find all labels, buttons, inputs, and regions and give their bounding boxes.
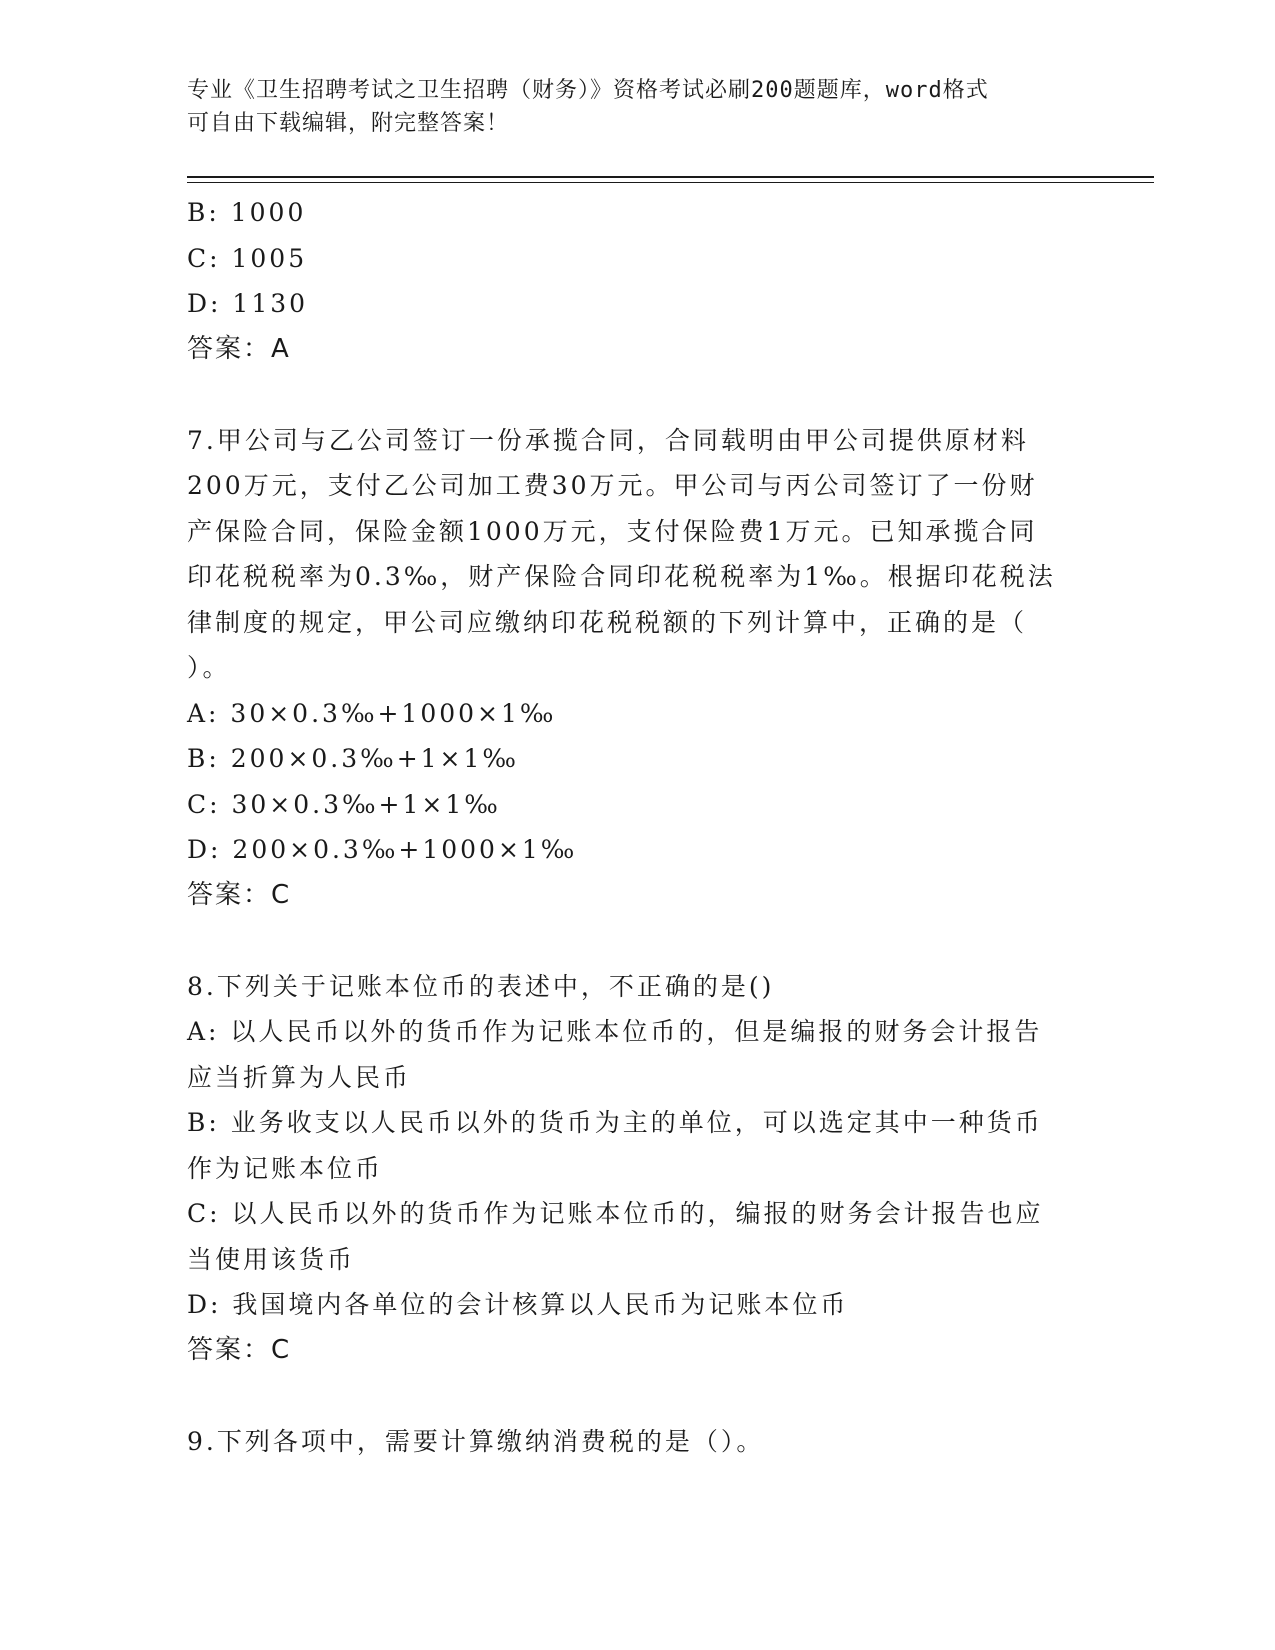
header-divider-thin [187,182,1154,183]
question-stem-line: 律制度的规定，甲公司应缴纳印花税税额的下列计算中，正确的是（ [187,607,1028,637]
question-stem-line: ）。 [187,653,231,682]
question-stem-line: 印花税税率为0.3‰，财产保险合同印花税税率为1‰。根据印花税法 [187,562,1056,591]
question-stem-line: 9.下列各项中，需要计算缴纳消费税的是（）。 [187,1426,765,1456]
spacer [187,918,1087,964]
question-6-tail [187,190,1087,372]
option-d: D: 1130 [187,289,309,318]
option-a-line: A: 以人民币以外的货币作为记账本位币的，但是编报的财务会计报告 [187,1017,1043,1046]
answer-label: 答案：C [187,879,292,910]
header-divider-thick [187,176,1154,178]
option-a-line: 应当折算为人民币 [187,1062,412,1092]
option-c-line: C: 以人民币以外的货币作为记账本位币的，编报的财务会计报告也应 [187,1199,1044,1228]
option-b: B: 200×0.3‰+1×1‰ [187,744,519,773]
header-title-line-2: 可自由下载编辑，附完整答案！ [187,111,510,136]
option-b-line: B: 业务收支以人民币以外的货币为主的单位，可以选定其中一种货币 [187,1108,1043,1137]
question-7 [187,418,1087,919]
answer-label: 答案：C [187,1334,292,1365]
spacer [187,372,1087,418]
question-8 [187,964,1087,1374]
option-c-line: 当使用该货币 [187,1244,356,1274]
question-9 [187,1419,1087,1465]
answer-label: 答案：A [187,333,291,364]
option-a: A: 30×0.3‰+1000×1‰ [187,698,557,728]
question-stem-line: 200万元，支付乙公司加工费30万元。甲公司与丙公司签订了一份财 [187,471,1038,500]
question-stem-line: 7.甲公司与乙公司签订一份承揽合同，合同载明由甲公司提供原材料 [187,425,1029,455]
option-b-line: 作为记账本位币 [187,1153,384,1183]
question-stem-line: 产保险合同，保险金额1000万元，支付保险费1万元。已知承揽合同 [187,516,1038,546]
option-b: B: 1000 [187,198,307,227]
option-c: C: 1005 [187,243,308,273]
option-d: D: 200×0.3‰+1000×1‰ [187,835,578,864]
document-body [187,190,1087,1464]
question-stem-line: 8.下列关于记账本位币的表述中，不正确的是() [187,971,775,1001]
option-d-line: D: 我国境内各单位的会计核算以人民币为记账本位币 [187,1290,849,1319]
option-c: C: 30×0.3‰+1×1‰ [187,789,501,819]
header-title-line-1: 专业《卫生招聘考试之卫生招聘（财务）》资格考试必刷200题题库，word格式 [187,78,989,103]
document-header [187,74,1087,140]
spacer [187,1373,1087,1419]
